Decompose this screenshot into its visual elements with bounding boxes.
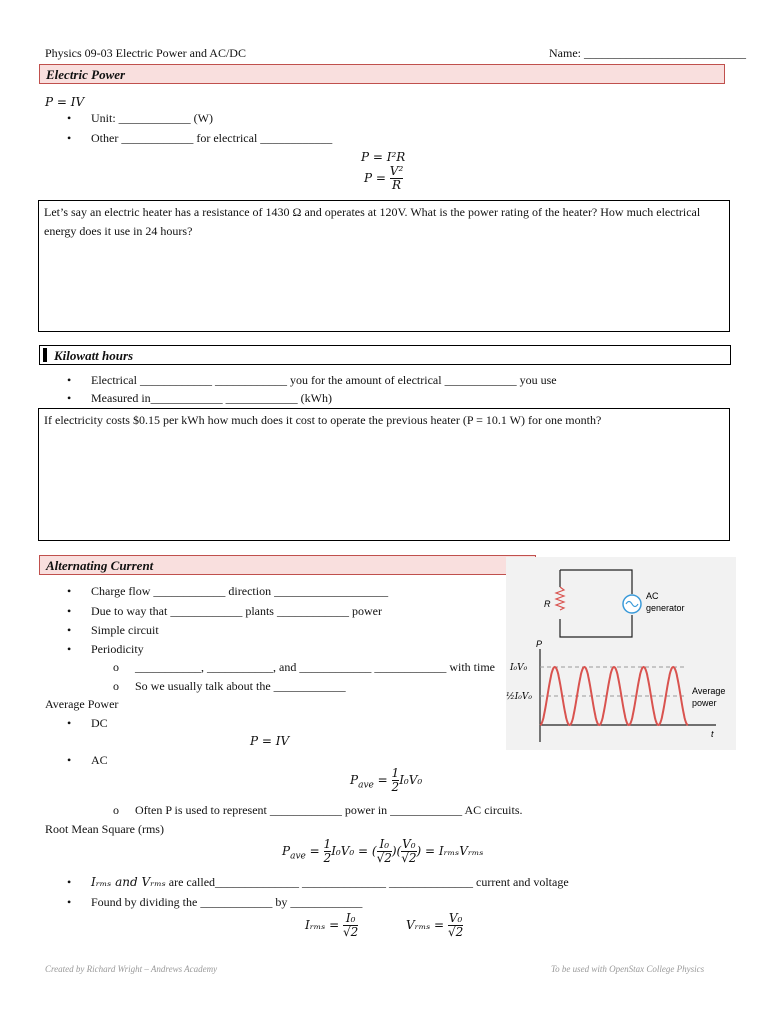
list-item: • Simple circuit	[91, 623, 159, 638]
peak-label: I₀V₀	[510, 663, 528, 673]
list-item: • AC	[91, 753, 108, 768]
generator-label: generator	[646, 603, 685, 613]
t-axis-label: t	[711, 729, 714, 739]
problem-box-cost[interactable]	[38, 408, 730, 541]
list-item: • Iᵣₘₛ and Vᵣₘₛ are called______________ ______________ ______________ current and voltage	[91, 875, 569, 890]
vrms-equation: Vᵣₘₛ = $\frac{\text{V₀}}{√2}$	[406, 911, 464, 939]
problem-box-heater[interactable]	[38, 200, 730, 332]
power-formula: P = IV	[45, 95, 85, 109]
irms-equation: Iᵣₘₛ = $\frac{\text{I₀}}{√2}$	[305, 911, 359, 939]
resistor-label: R	[544, 599, 551, 609]
list-item: • Electrical ____________ ____________ you for the amount of electrical ____________ you use	[91, 373, 557, 388]
list-item: • DC	[91, 716, 108, 731]
list-item: • Other ____________ for electrical ____________	[91, 131, 332, 146]
ac-average-equation: $P_{ave}$ = $\frac{1}{2}$ I₀V₀	[350, 766, 423, 794]
list-item: • Charge flow ____________ direction ___________________	[91, 584, 388, 599]
section-kilowatt-hours	[39, 345, 731, 365]
name-field[interactable]: Name: ___________________________	[549, 46, 746, 60]
ac-label: AC	[646, 591, 659, 601]
section-title: Alternating Current	[46, 558, 154, 573]
section-alternating-current	[39, 555, 536, 575]
list-item: • Found by dividing the ____________ by ____________	[91, 895, 362, 910]
list-item: • Due to way that ____________ plants ____________ power	[91, 604, 382, 619]
sub-list-item: o ___________, ___________, and ____________ ____________ with time	[135, 660, 495, 675]
average-label: Average	[692, 686, 726, 696]
p-axis-label: P	[536, 639, 543, 649]
problem-text: Let’s say an electric heater has a resistance of 1430 Ω and operates at 120V. What is the power rating of the heater? How much electrical energy does it use in 24 hours?	[44, 205, 701, 238]
section-title: Kilowatt hours	[54, 348, 134, 363]
footer-credit: Created by Richard Wright – Andrews Academy	[45, 964, 218, 974]
rms-power-equation: $P_{ave}$ = $\frac{1}{2}$ I₀V₀ = ( $\frac{\text{I₀}}{√2}$ )( $\frac{\text{V₀}}{√2}$ ) = IᵣₘₛVᵣₘₛ	[282, 837, 484, 865]
sub-list-item: o Often P is used to represent ____________ power in ____________ AC circuits.	[135, 803, 523, 818]
list-item: • Periodicity	[91, 642, 144, 657]
problem-text: If electricity costs $0.15 per kWh how much does it cost to operate the previous heater (P = 10.1 W) for one month?	[44, 413, 602, 427]
equation-v2r: P = $\frac{\text{V²}}{R}$	[364, 164, 404, 192]
section-title: Electric Power	[46, 67, 126, 82]
equation-i2r: P = I²R	[361, 150, 406, 164]
sub-list-item: o So we usually talk about the ____________	[135, 679, 346, 694]
footer-source: To be used with OpenStax College Physics	[551, 964, 705, 974]
power-label: power	[692, 698, 717, 708]
ac-power-figure	[506, 557, 736, 750]
rms-label: Root Mean Square (rms)	[45, 822, 164, 836]
section-electric-power	[39, 64, 725, 84]
dc-equation: P = IV	[250, 734, 290, 748]
worksheet-title: Physics 09-03 Electric Power and AC/DC	[45, 46, 246, 60]
average-power-label: Average Power	[45, 697, 119, 711]
list-item: • Measured in____________ ____________ (kWh)	[91, 391, 332, 406]
list-item: • Unit: ____________ (W)	[91, 111, 213, 126]
half-label: ½I₀V₀	[506, 692, 532, 702]
